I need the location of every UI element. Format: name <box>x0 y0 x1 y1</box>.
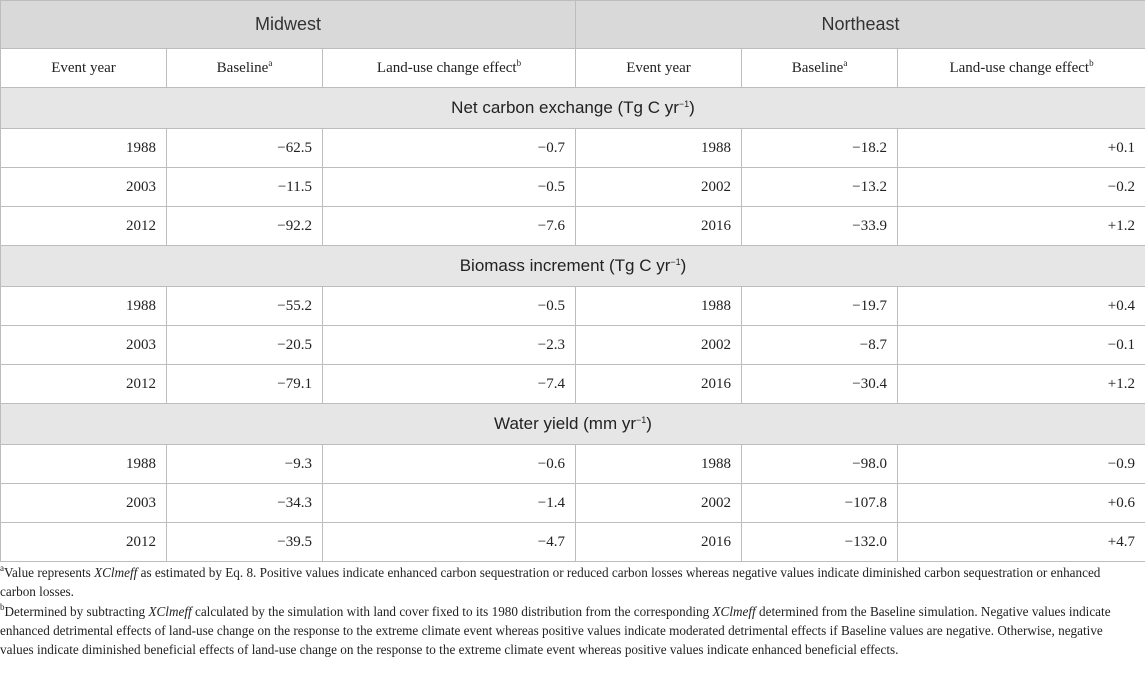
cell-luc-northeast: +0.6 <box>898 484 1145 523</box>
cell-luc-northeast: +0.1 <box>898 129 1145 168</box>
cell-luc-midwest: −7.4 <box>323 365 576 404</box>
cell-baseline-midwest: −55.2 <box>167 287 323 326</box>
table-row <box>1 523 1145 562</box>
cell-luc-midwest: −0.5 <box>323 287 576 326</box>
table-row <box>1 365 1145 404</box>
cell-event-year-midwest: 2012 <box>1 207 167 246</box>
cell-event-year-midwest: 1988 <box>1 287 167 326</box>
cell-luc-northeast: +1.2 <box>898 207 1145 246</box>
col-baseline-northeast: Baseline$^a$ <box>742 49 898 88</box>
section-title: Biomass increment (Tg C $yr^{-1}$) <box>1 246 1145 287</box>
cell-luc-northeast: −0.2 <box>898 168 1145 207</box>
cell-luc-northeast: −0.9 <box>898 445 1145 484</box>
table-row <box>1 168 1145 207</box>
cell-event-year-midwest: 2003 <box>1 168 167 207</box>
cell-luc-midwest: −0.6 <box>323 445 576 484</box>
cell-baseline-midwest: −39.5 <box>167 523 323 562</box>
cell-event-year-midwest: 2012 <box>1 365 167 404</box>
cell-luc-midwest: −1.4 <box>323 484 576 523</box>
cell-event-year-northeast: 2002 <box>576 168 742 207</box>
cell-event-year-northeast: 2002 <box>576 484 742 523</box>
cell-event-year-midwest: 2003 <box>1 484 167 523</box>
cell-luc-midwest: −0.5 <box>323 168 576 207</box>
cell-luc-midwest: −2.3 <box>323 326 576 365</box>
cell-luc-northeast: +0.4 <box>898 287 1145 326</box>
cell-event-year-northeast: 2016 <box>576 365 742 404</box>
cell-event-year-northeast: 2016 <box>576 523 742 562</box>
region-header-row <box>1 1 1145 49</box>
footnotes <box>0 563 1135 660</box>
cell-baseline-midwest: −34.3 <box>167 484 323 523</box>
cell-baseline-northeast: −107.8 <box>742 484 898 523</box>
section-title: Water yield (mm $yr^{-1}$) <box>1 404 1145 445</box>
table-row <box>1 445 1145 484</box>
cell-luc-northeast: +4.7 <box>898 523 1145 562</box>
section-header-row <box>1 404 1145 445</box>
cell-baseline-midwest: −11.5 <box>167 168 323 207</box>
region-midwest: Midwest <box>1 1 576 49</box>
cell-event-year-midwest: 2012 <box>1 523 167 562</box>
col-baseline-midwest: Baseline$^a$ <box>167 49 323 88</box>
cell-luc-northeast: +1.2 <box>898 365 1145 404</box>
table-row <box>1 207 1145 246</box>
cell-baseline-midwest: −62.5 <box>167 129 323 168</box>
cell-event-year-northeast: 1988 <box>576 129 742 168</box>
cell-baseline-northeast: −132.0 <box>742 523 898 562</box>
cell-luc-midwest: −4.7 <box>323 523 576 562</box>
cell-event-year-midwest: 2003 <box>1 326 167 365</box>
cell-event-year-midwest: 1988 <box>1 445 167 484</box>
footnote-b: $^b$Determined by subtracting XClmeff calculated by the simulation with land cover fixed to its 1980 distribution from the corresponding XClmeff determined from the Baseline simulation. Negative values indicate enhanced detrimental effects of land-use change on the response to the extreme climate event whereas positive values indicate moderated detrimental effects if Baseline values are negative. Otherwise, negative values indicate diminished beneficial effects of land-use change on the response to the extreme climate event whereas positive values indicate enhanced beneficial effects. <box>0 602 1111 657</box>
section-header-row <box>1 246 1145 287</box>
cell-luc-midwest: −7.6 <box>323 207 576 246</box>
table-row <box>1 326 1145 365</box>
cell-event-year-northeast: 1988 <box>576 287 742 326</box>
col-event-year-northeast: Event year <box>576 49 742 88</box>
section-title: Net carbon exchange (Tg C $yr^{-1}$) <box>1 88 1145 129</box>
cell-baseline-northeast: −98.0 <box>742 445 898 484</box>
cell-baseline-midwest: −20.5 <box>167 326 323 365</box>
cell-baseline-northeast: −30.4 <box>742 365 898 404</box>
section-header-row <box>1 88 1145 129</box>
cell-baseline-midwest: −79.1 <box>167 365 323 404</box>
cell-baseline-northeast: −13.2 <box>742 168 898 207</box>
table-row <box>1 484 1145 523</box>
cell-luc-northeast: −0.1 <box>898 326 1145 365</box>
footnote-a: $^a$Value represents XClmeff as estimated by Eq. 8. Positive values indicate enhanced carbon sequestration or reduced carbon losses whereas negative values indicate diminished carbon sequestration or enhanced carbon losses. <box>0 563 1101 599</box>
col-luc-northeast: Land-use change effect$^b$ <box>898 49 1145 88</box>
cell-baseline-northeast: −18.2 <box>742 129 898 168</box>
table-row <box>1 287 1145 326</box>
cell-event-year-northeast: 2016 <box>576 207 742 246</box>
column-header-row <box>1 49 1145 88</box>
cell-event-year-midwest: 1988 <box>1 129 167 168</box>
table-row <box>1 129 1145 168</box>
cell-baseline-midwest: −92.2 <box>167 207 323 246</box>
cell-baseline-northeast: −8.7 <box>742 326 898 365</box>
col-luc-midwest: Land-use change effect$^b$ <box>323 49 576 88</box>
cell-baseline-midwest: −9.3 <box>167 445 323 484</box>
col-event-year-midwest: Event year <box>1 49 167 88</box>
region-northeast: Northeast <box>576 1 1145 49</box>
cell-baseline-northeast: −33.9 <box>742 207 898 246</box>
cell-event-year-northeast: 2002 <box>576 326 742 365</box>
cell-luc-midwest: −0.7 <box>323 129 576 168</box>
cell-event-year-northeast: 1988 <box>576 445 742 484</box>
cell-baseline-northeast: −19.7 <box>742 287 898 326</box>
